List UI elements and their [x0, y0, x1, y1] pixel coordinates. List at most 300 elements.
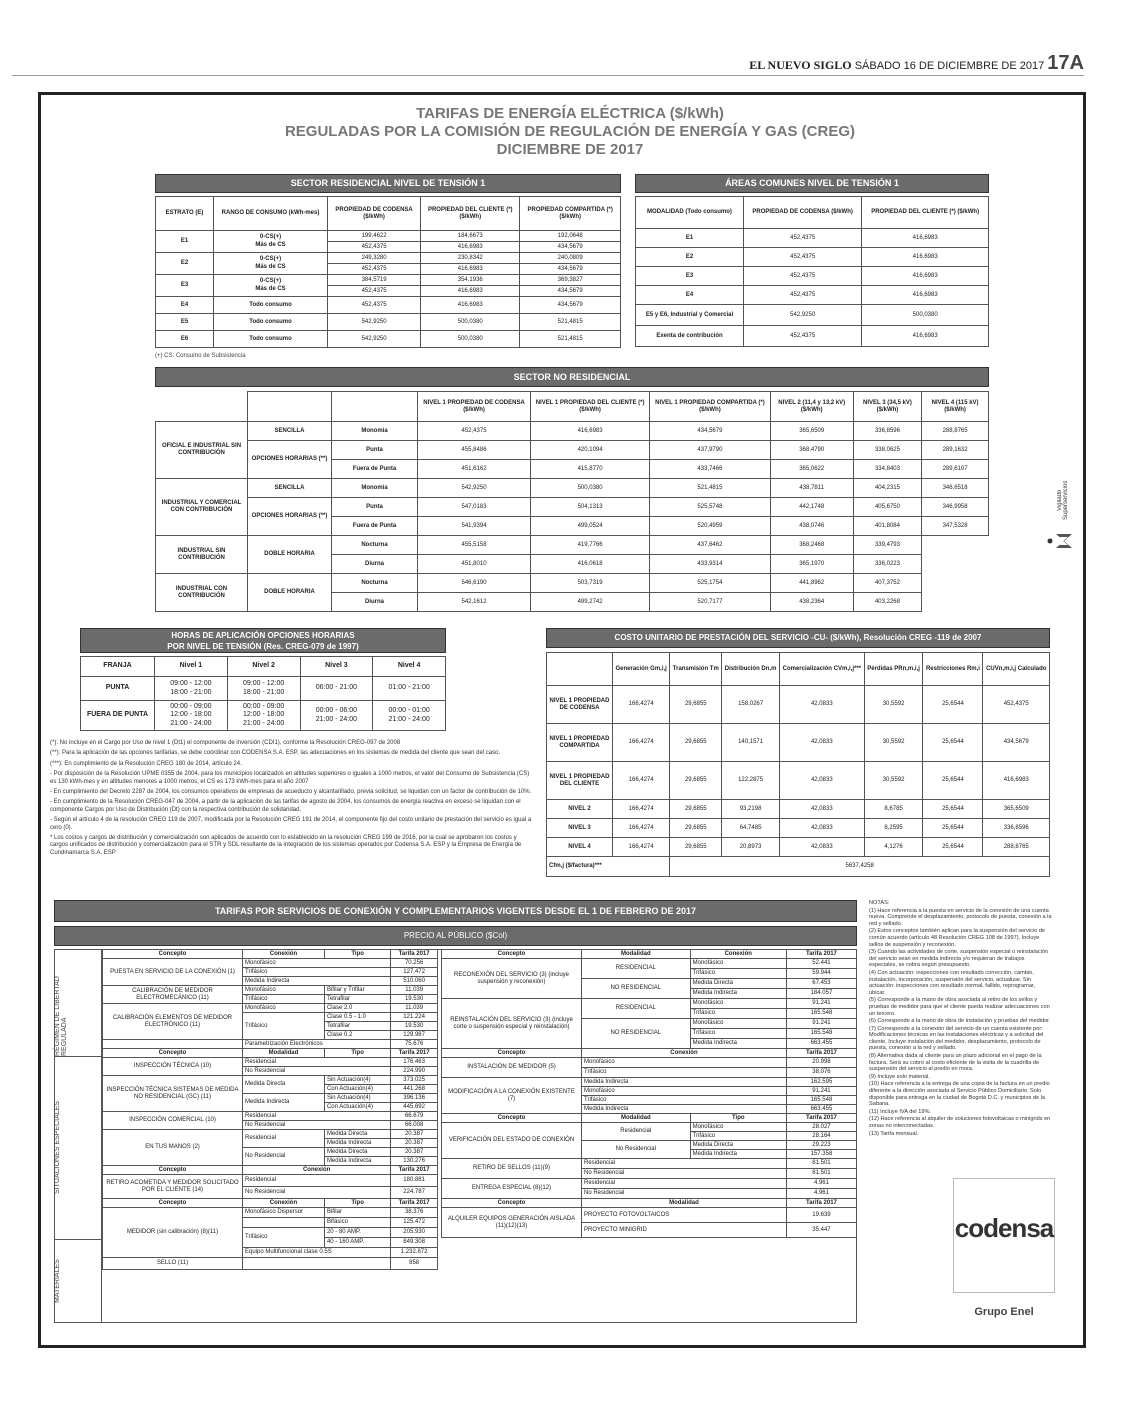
- conexion-title: TARIFAS POR SERVICIOS DE CONEXIÓN Y COMPLEMENTARIOS VIGENTES DESDE EL 1 DE FEBRERO DE 2017: [54, 900, 857, 922]
- value-cell: 451,8010: [418, 555, 531, 574]
- value-cell: 403,2268: [853, 593, 921, 612]
- table-header-row: [636, 197, 989, 229]
- conexion-subtitle: PRECIO AL PÚBLICO ($Col): [54, 926, 857, 946]
- franja-cell: FUERA DE PUNTA: [81, 701, 155, 731]
- value-cell: 29,6855: [670, 838, 722, 857]
- value-cell: 455,8486: [418, 441, 531, 460]
- value-cell: 416,6983: [862, 286, 989, 305]
- tarifa-cell: 75.676: [391, 1040, 438, 1049]
- horas-title-line-2: POR NIVEL DE TENSIÓN (Res. CREG-079 de 1997): [167, 642, 359, 651]
- value-cell: 336,8596: [983, 819, 1050, 838]
- value-cell: 64,7485: [722, 819, 780, 838]
- value-cell: 42,0833: [779, 819, 864, 838]
- col-header: Tarifa 2017: [786, 1114, 856, 1123]
- table-cell: Monofásico: [690, 1123, 786, 1132]
- value-cell: 416,6983: [531, 422, 650, 441]
- table-row: [81, 677, 446, 701]
- value-cell: 249,3280: [328, 253, 421, 264]
- empty-cell: [922, 536, 989, 555]
- value-cell: 416,6983: [421, 297, 520, 314]
- col-header: Concepto: [442, 1199, 582, 1208]
- value-cell: 8,6785: [864, 800, 923, 819]
- header-row: [442, 1114, 857, 1123]
- table-cell: Monofásico: [582, 1087, 787, 1096]
- tarifa-cell: 11.039: [391, 986, 438, 995]
- table-row: [103, 1112, 438, 1121]
- table-row: [636, 305, 989, 326]
- horario-cell: 06:00 - 21:00: [300, 677, 373, 701]
- header-row: [442, 1199, 857, 1208]
- col-header: PROPIEDAD DE CODENSA ($/kWh): [328, 197, 421, 231]
- value-cell: 451,6162: [418, 460, 531, 479]
- value-cell: 29,6855: [670, 686, 722, 724]
- value-cell: 365,6509: [983, 800, 1050, 819]
- side-label-3: MATERIALES: [54, 1259, 61, 1304]
- nivel-cell: NIVEL 4: [547, 838, 613, 857]
- tarifa-cell: 130.276: [391, 1157, 438, 1166]
- header-row: [442, 1049, 857, 1058]
- franja-cell: Nocturna: [332, 574, 418, 593]
- value-cell: 347,5328: [922, 517, 989, 536]
- value-cell: 25,6544: [923, 686, 983, 724]
- blank-header: [547, 653, 613, 686]
- value-cell: 452,4375: [328, 242, 421, 253]
- subgroup-cell: OPCIONES HORARIAS (**): [248, 441, 332, 479]
- table-row: [442, 1058, 857, 1068]
- tarifa-cell: 121.224: [391, 1013, 438, 1022]
- value-cell: 452,4375: [744, 326, 862, 347]
- nivel-cell: NIVEL 3: [547, 819, 613, 838]
- value-cell: 158,0267: [722, 686, 780, 724]
- table-cell: Con Actuación(4): [324, 1085, 390, 1094]
- franja-cell: Diurna: [332, 555, 418, 574]
- table-cell: Residencial: [243, 1130, 325, 1148]
- empty-cell: [103, 1040, 243, 1049]
- footnote-item: * Los costos y cargos de distribución y comercialización son aplicados de acuerdo con lo establecido en la resolución CREG 199 de 2016, por la cual se aprobaron los costos y cargos unificados de distribución y comercialización para el STR y SDL resultante de la integración de los sistemas operados por Codensa S.A. ESP y la Empresa de Energía de Cundinamarca S.A. ESP: [50, 835, 522, 856]
- footnote-item: - Por disposición de la Resolución UPME 0355 de 2004, para los municipios localizados en altitudes superiores o iguales a 1000 metros, el valor del Consumo de Subsistencia (CS) es 130 kWh-mes y en altitudes menores a 1000 metros, el CS es 173 kWh-mes para el año 2007: [50, 771, 530, 785]
- nota-item: (1) Hace referencia a la puesta en servicio de la conexión de una cuenta nueva. Comprende el desplazamiento, protocolo de puesta, conexión a la red y sellado.: [869, 907, 1052, 927]
- value-cell: 122,2875: [722, 762, 780, 800]
- tarifa-cell: 858: [391, 1258, 438, 1270]
- table-cell: Medida Indirecta: [324, 1157, 390, 1166]
- value-cell: 416,6983: [421, 264, 520, 275]
- value-cell: 29,6855: [670, 819, 722, 838]
- brand-box: [953, 1178, 1055, 1293]
- value-cell: 365,1970: [770, 555, 853, 574]
- value-cell: 438,7811: [770, 479, 853, 498]
- value-cell: 434,5679: [520, 286, 621, 297]
- table-row: [103, 1258, 438, 1270]
- value-cell: 288,8765: [922, 422, 989, 441]
- col-header: Tipo: [690, 1114, 786, 1123]
- value-cell: 452,4375: [328, 286, 421, 297]
- concepto-cell: EN TUS MANOS (2): [103, 1130, 243, 1166]
- modalidad-cell: E2: [636, 248, 744, 267]
- areas-title: ÁREAS COMUNES NIVEL DE TENSIÓN 1: [635, 174, 989, 193]
- nivel-cell: NIVEL 1 PROPIEDAD DE CODENSA: [547, 686, 613, 724]
- table-cell: Bifilar: [324, 1208, 390, 1218]
- horario-cell: 09:00 - 12:00 18:00 - 21:00: [227, 677, 300, 701]
- value-cell: 404,2315: [853, 479, 921, 498]
- value-cell: 184,6673: [421, 231, 520, 242]
- table-cell: Medida Indirecta: [243, 977, 391, 986]
- nota-item: (13) Tarifa mensual.: [869, 1130, 919, 1137]
- table-cell: Trifásico: [582, 1096, 787, 1105]
- tarifa-cell: 165.548: [786, 1029, 856, 1039]
- col-header: NIVEL 1 PROPIEDAD DE CODENSA ($/kWh): [418, 392, 531, 422]
- table-cell: 40 - 160 AMP.: [324, 1238, 390, 1248]
- no-residencial-table: [155, 391, 989, 612]
- value-cell: 42,0833: [779, 686, 864, 724]
- rango-cell: Todo consumo: [214, 314, 328, 331]
- table-cell: Sin Actuación(4): [324, 1094, 390, 1103]
- horario-cell: 00:00 - 09:00 12:00 - 18:00 21:00 - 24:00: [227, 701, 300, 731]
- value-cell: 334,8403: [853, 460, 921, 479]
- table-cell: Trifásico: [243, 1013, 325, 1040]
- table-cell: Monofásico: [690, 959, 786, 969]
- value-cell: 240,0809: [520, 253, 621, 264]
- tarifa-cell: 59.944: [786, 969, 856, 979]
- value-cell: 339,4793: [853, 536, 921, 555]
- value-cell: 25,6544: [923, 762, 983, 800]
- concepto-cell: SELLO (11): [103, 1258, 243, 1270]
- franja-cell: Fuera de Punta: [332, 460, 418, 479]
- col-header: Comercialización CVm,i,j***: [779, 653, 864, 686]
- tarifa-cell: 38.076: [786, 1068, 856, 1078]
- tarifa-cell: 38.376: [391, 1208, 438, 1218]
- table-cell: PROYECTO FOTOVOLTAICOS: [582, 1208, 787, 1223]
- tarifa-cell: 663.455: [786, 1105, 856, 1114]
- col-header: Modalidad: [582, 1114, 691, 1123]
- nivel-cell: NIVEL 1 PROPIEDAD COMPARTIDA: [547, 724, 613, 762]
- tarifa-cell: 445.692: [391, 1103, 438, 1112]
- col-header: MODALIDAD (Todo consumo): [636, 197, 744, 229]
- value-cell: 166,4274: [613, 762, 670, 800]
- value-cell: 25,6544: [923, 800, 983, 819]
- value-cell: 452,4375: [983, 686, 1050, 724]
- col-header: Conexión: [243, 1199, 325, 1208]
- group-name-cell: INDUSTRIAL Y COMERCIAL CON CONTRIBUCIÓN: [156, 479, 248, 536]
- horario-cell: 00:00 - 06:00 21:00 - 24:00: [300, 701, 373, 731]
- areas-table: [635, 196, 989, 347]
- value-cell: 416,6983: [983, 762, 1050, 800]
- rango-line: 0-CS(+): [259, 255, 282, 262]
- table-cell: Residencial: [243, 1112, 391, 1121]
- header-row: [103, 1166, 438, 1175]
- tarifa-cell: 373.025: [391, 1076, 438, 1085]
- title-line-3: DICIEMBRE DE 2017: [496, 141, 644, 158]
- value-cell: 452,4375: [418, 422, 531, 441]
- value-cell: 437,9790: [650, 441, 771, 460]
- table-cell: Trifásico: [582, 1068, 787, 1078]
- header-row: [103, 1199, 438, 1208]
- value-cell: 499,0524: [531, 517, 650, 536]
- table-cell: Clase 2.0: [324, 1004, 390, 1013]
- value-cell: 401,8084: [853, 517, 921, 536]
- vigilado-label: Vigilado Superservicios: [1057, 480, 1069, 520]
- value-cell: 455,5158: [418, 536, 531, 555]
- superservicios-logo: [1046, 532, 1076, 550]
- concepto-cell: CALIBRACIÓN DE MEDIDOR ELECTROMECÁNICO (11): [103, 986, 243, 1004]
- table-cell: Monofásico: [690, 999, 786, 1009]
- value-cell: 433,7466: [650, 460, 771, 479]
- value-cell: 416,6983: [862, 229, 989, 248]
- tarifa-cell: 20.998: [786, 1058, 856, 1068]
- franja-cell: Fuera de Punta: [332, 517, 418, 536]
- group-name-cell: INDUSTRIAL CON CONTRIBUCIÓN: [156, 574, 248, 612]
- col-header: Distribución Dn,m: [722, 653, 780, 686]
- franja-cell: Punta: [332, 498, 418, 517]
- blank-header: [332, 392, 418, 422]
- nota-item: (6) Corresponde a la mano de obra de instalación y pruebas del medidor.: [869, 1018, 1051, 1025]
- empty-cell: [922, 593, 989, 612]
- costo-title: COSTO UNITARIO DE PRESTACIÓN DEL SERVICIO -CU- ($/kWh), Resolución CREG -119 de 2007: [546, 628, 1050, 648]
- newspaper-name: EL NUEVO SIGLO: [749, 58, 852, 72]
- value-cell: 541,9394: [418, 517, 531, 536]
- title-line-2: REGULADAS POR LA COMISIÓN DE REGULACIÓN DE ENERGÍA Y GAS (CREG): [284, 123, 856, 140]
- nota-item: NOTAS:: [869, 900, 890, 906]
- tarifa-cell: 28.164: [786, 1132, 856, 1141]
- estrato-cell: E4: [156, 297, 214, 314]
- estrato-cell: E1: [156, 231, 214, 253]
- value-cell: 434,5679: [983, 724, 1050, 762]
- table-row: [156, 422, 989, 441]
- grupo-enel-label: Grupo Enel: [974, 1306, 1034, 1318]
- residencial-footnote: (+) CS: Consumo de Subsistencia: [155, 353, 246, 359]
- no-residencial-title: SECTOR NO RESIDENCIAL: [155, 367, 989, 387]
- page-number: 17A: [1047, 52, 1084, 74]
- value-cell: 20,8973: [722, 838, 780, 857]
- value-cell: 441,8962: [770, 574, 853, 593]
- estrato-cell: E5: [156, 314, 214, 331]
- table-cell: Trifásico: [690, 1029, 786, 1039]
- residencial-table: [155, 196, 621, 348]
- table-row: [103, 1058, 438, 1067]
- cfm-label: Cfm,j ($/factura)***: [547, 857, 670, 877]
- table-cell: Trifásico: [690, 1009, 786, 1019]
- tarifa-cell: 180.881: [391, 1175, 438, 1187]
- col-header: Transmisión Tm: [670, 653, 722, 686]
- table-row: [156, 231, 621, 242]
- empty-cell: [922, 555, 989, 574]
- value-cell: 438,0746: [770, 517, 853, 536]
- blank-header: [248, 392, 332, 422]
- nota-item: (7) Corresponde a la conexión del servicio de un cuenta existente por: Modificaciones técnicas en las instalaciones eléctricas y a solicitud del cliente. Incluye instalación del medidor, desplazamiento, protocolo de puesta, conexión a la red y sellado.: [869, 1025, 1044, 1052]
- col-header: Conexión: [690, 950, 786, 959]
- value-cell: 368,2468: [770, 536, 853, 555]
- table-row: [442, 959, 857, 969]
- table-cell: No Residencial: [243, 1187, 391, 1199]
- franja-cell: Diurna: [332, 593, 418, 612]
- nivel-cell: NIVEL 1 PROPIEDAD DEL CLIENTE: [547, 762, 613, 800]
- tarifa-cell: 1.232.872: [391, 1248, 438, 1258]
- value-cell: 542,9250: [328, 331, 421, 348]
- col-header: CUVn,m,i,j Calculado: [983, 653, 1050, 686]
- value-cell: 434,5679: [650, 422, 771, 441]
- table-cell: Medida Indirecta: [324, 1139, 390, 1148]
- col-header: NIVEL 4 (115 kV) ($/kWh): [922, 392, 989, 422]
- concepto-cell: MODIFICACIÓN A LA CONEXIÓN EXISTENTE (7): [442, 1078, 582, 1114]
- table-cell: Monofásico: [243, 959, 391, 968]
- table-cell: Medida Directa: [324, 1130, 390, 1139]
- table-cell: Medida Directa: [324, 1148, 390, 1157]
- table-row: [156, 253, 621, 264]
- tarifa-cell: 20.387: [391, 1148, 438, 1157]
- value-cell: 25,6544: [923, 819, 983, 838]
- cfm-value: 5637,4258: [670, 857, 1050, 877]
- side-block-3: [54, 1240, 102, 1323]
- col-header: Concepto: [442, 1114, 582, 1123]
- rango-line: 0-CS(+): [259, 277, 282, 284]
- blank-header: [156, 392, 248, 422]
- table-row: [103, 1208, 438, 1218]
- tarifa-cell: 91.241: [786, 1019, 856, 1029]
- codensa-logo: codensa: [954, 1213, 1054, 1243]
- nota-item: (2) Estos conceptos también aplican para la suspensión del servicio de común acuerdo (artículo 48 Resolución CREG 108 de 1997). Incluye sellos de suspensión y reconexión.: [869, 928, 1045, 948]
- table-cell: No Residencial: [243, 1121, 391, 1130]
- table-row: [442, 999, 857, 1009]
- col-header: Tarifa 2017: [786, 1049, 856, 1058]
- value-cell: 166,4274: [613, 819, 670, 838]
- col-header: NIVEL 2 (11,4 y 13,2 kV) ($/kWh): [770, 392, 853, 422]
- col-header: Modalidad: [582, 1199, 787, 1208]
- col-header: Restricciones Rm,i: [923, 653, 983, 686]
- value-cell: 433,9314: [650, 555, 771, 574]
- tarifa-cell: 67.453: [786, 979, 856, 989]
- table-cell: Trifásico: [690, 969, 786, 979]
- nota-item: (9) Incluye solo material.: [869, 1073, 930, 1080]
- header-date: SÁBADO 16 DE DICIEMBRE DE 2017: [854, 60, 1045, 72]
- col-header: Concepto: [103, 950, 243, 959]
- header-row: [103, 1049, 438, 1058]
- table-row: [636, 229, 989, 248]
- col-header: Tarifa 2017: [391, 1049, 438, 1058]
- value-cell: 407,3752: [853, 574, 921, 593]
- value-cell: 547,0183: [418, 498, 531, 517]
- tarifa-cell: 165.548: [786, 1009, 856, 1019]
- table-row: [636, 248, 989, 267]
- value-cell: 30,5592: [864, 762, 923, 800]
- col-header: Concepto: [103, 1199, 243, 1208]
- side-block-1: [54, 949, 102, 1057]
- table-row: [547, 819, 1050, 838]
- nota-item: (12) Hace referencia al alquiler de soluciones fotovoltaicas o minigrids en zonas no interconectadas.: [869, 1116, 1051, 1129]
- table-cell: Residencial: [243, 1175, 391, 1187]
- table-cell: Trifásico: [243, 968, 391, 977]
- rango-cell: [214, 253, 328, 275]
- col-header: Tarifa 2017: [391, 1166, 438, 1175]
- value-cell: 419,7766: [531, 536, 650, 555]
- col-header: Tarifa 2017: [391, 950, 438, 959]
- value-cell: 434,5679: [520, 297, 621, 314]
- modalidad-cell: Residencial: [582, 1123, 691, 1141]
- value-cell: 199,4622: [328, 231, 421, 242]
- empty-cell: [243, 1258, 391, 1270]
- rango-cell: Todo consumo: [214, 331, 328, 348]
- table-cell: Tetrafilar: [324, 1022, 390, 1031]
- value-cell: 416,6983: [862, 326, 989, 347]
- subgroup-cell: OPCIONES HORARIAS (**): [248, 498, 332, 536]
- subgroup-cell: SENCILLA: [248, 422, 332, 441]
- notas: [869, 900, 1053, 1138]
- col-header: Tipo: [324, 1199, 390, 1208]
- table-cell: Bifilar y Trifilar: [324, 986, 390, 995]
- concepto-cell: INSTALACIÓN DE MEDIDOR (5): [442, 1058, 582, 1078]
- table-row: [103, 959, 438, 968]
- table-cell: Equipo Multifuncional clase 0.5S: [243, 1248, 391, 1258]
- nota-item: (8) Alternativa dada al cliente para un plazo adicional en el pago de la factura. Será su cobro al costo eficiente de la visita de la cuadrilla de suspensión del servicio al predio en mora.: [869, 1053, 1042, 1073]
- concepto-cell: ENTREGA ESPECIAL (8)(12): [442, 1179, 582, 1199]
- table-header-row: [81, 657, 446, 677]
- modalidad-cell: RESIDENCIAL: [582, 999, 691, 1019]
- footnotes: [50, 740, 534, 860]
- table-cell: Monofásico: [243, 1004, 325, 1013]
- table-cell: Medida Indirecta: [690, 1150, 786, 1159]
- horas-title-line-1: HORAS DE APLICACIÓN OPCIONES HORARIAS: [171, 631, 355, 640]
- table-row: [156, 536, 989, 555]
- tarifa-cell: 35.447: [786, 1223, 856, 1238]
- table-cell: No Residencial: [243, 1067, 391, 1076]
- value-cell: 420,1094: [531, 441, 650, 460]
- table-cell: Tetrafilar: [324, 995, 390, 1004]
- group-name-cell: INDUSTRIAL SIN CONTRIBUCIÓN: [156, 536, 248, 574]
- table-header-row: [547, 653, 1050, 686]
- table-row: [547, 838, 1050, 857]
- value-cell: 369,3827: [520, 275, 621, 286]
- tarifa-cell: 157.358: [786, 1150, 856, 1159]
- table-row: [442, 1179, 857, 1189]
- value-cell: 93,2198: [722, 800, 780, 819]
- table-cell: Monofásico: [243, 986, 325, 995]
- value-cell: 520,4959: [650, 517, 771, 536]
- value-cell: 442,1748: [770, 498, 853, 517]
- col-header: Nivel 2: [227, 657, 300, 677]
- table-row: [103, 1175, 438, 1187]
- value-cell: 29,6855: [670, 762, 722, 800]
- table-cell: Medida Directa: [690, 1141, 786, 1150]
- table-cell: Clase 0.2: [324, 1031, 390, 1040]
- table-cell: Trifásico: [690, 1132, 786, 1141]
- col-header: Conexión: [582, 1049, 787, 1058]
- value-cell: 542,9250: [328, 314, 421, 331]
- col-header: NIVEL 1 PROPIEDAD DEL CLIENTE (*) ($/kWh): [531, 392, 650, 422]
- value-cell: 30,5592: [864, 686, 923, 724]
- col-header: NIVEL 1 PROPIEDAD COMPARTIDA (*) ($/kWh): [650, 392, 771, 422]
- value-cell: 525,5748: [650, 498, 771, 517]
- col-header: PROPIEDAD DEL CLIENTE (*) ($/kWh): [421, 197, 520, 231]
- table-row: [156, 275, 621, 286]
- franja-cell: Nocturna: [332, 536, 418, 555]
- value-cell: 25,6544: [923, 724, 983, 762]
- table-cell: No Residencial: [243, 1148, 325, 1166]
- table-row: [547, 762, 1050, 800]
- tarifa-cell: 165.548: [786, 1096, 856, 1105]
- value-cell: 520,7177: [650, 593, 771, 612]
- table-cell: Medida Indirecta: [690, 1039, 786, 1049]
- modalidad-cell: RESIDENCIAL: [582, 959, 691, 979]
- col-header: Tipo: [324, 1049, 390, 1058]
- table-cell: Monofásico: [690, 1019, 786, 1029]
- table-cell: Medida Directa: [243, 1076, 325, 1094]
- nota-item: (5) Corresponde a la mano de obra asociada al retiro de los sellos y pruebas de medidor para que el cliente pueda realizar adecuaciones con un tercero.: [869, 997, 1050, 1017]
- tarifa-cell: 849.308: [391, 1238, 438, 1248]
- value-cell: 166,4274: [613, 724, 670, 762]
- rango-line: Más de CS: [255, 285, 286, 292]
- table-row: [636, 326, 989, 347]
- concepto-cell: RECONEXIÓN DEL SERVICIO (3) (incluye suspensión y reconexión): [442, 959, 582, 999]
- value-cell: 42,0833: [779, 762, 864, 800]
- nota-item: (3) Cuando las actividades de corte, suspensión especial o reinstalación del servicio sean en medida indirecta y/o requieran de trabajos especiales, se cobra según presupuesto.: [869, 949, 1049, 969]
